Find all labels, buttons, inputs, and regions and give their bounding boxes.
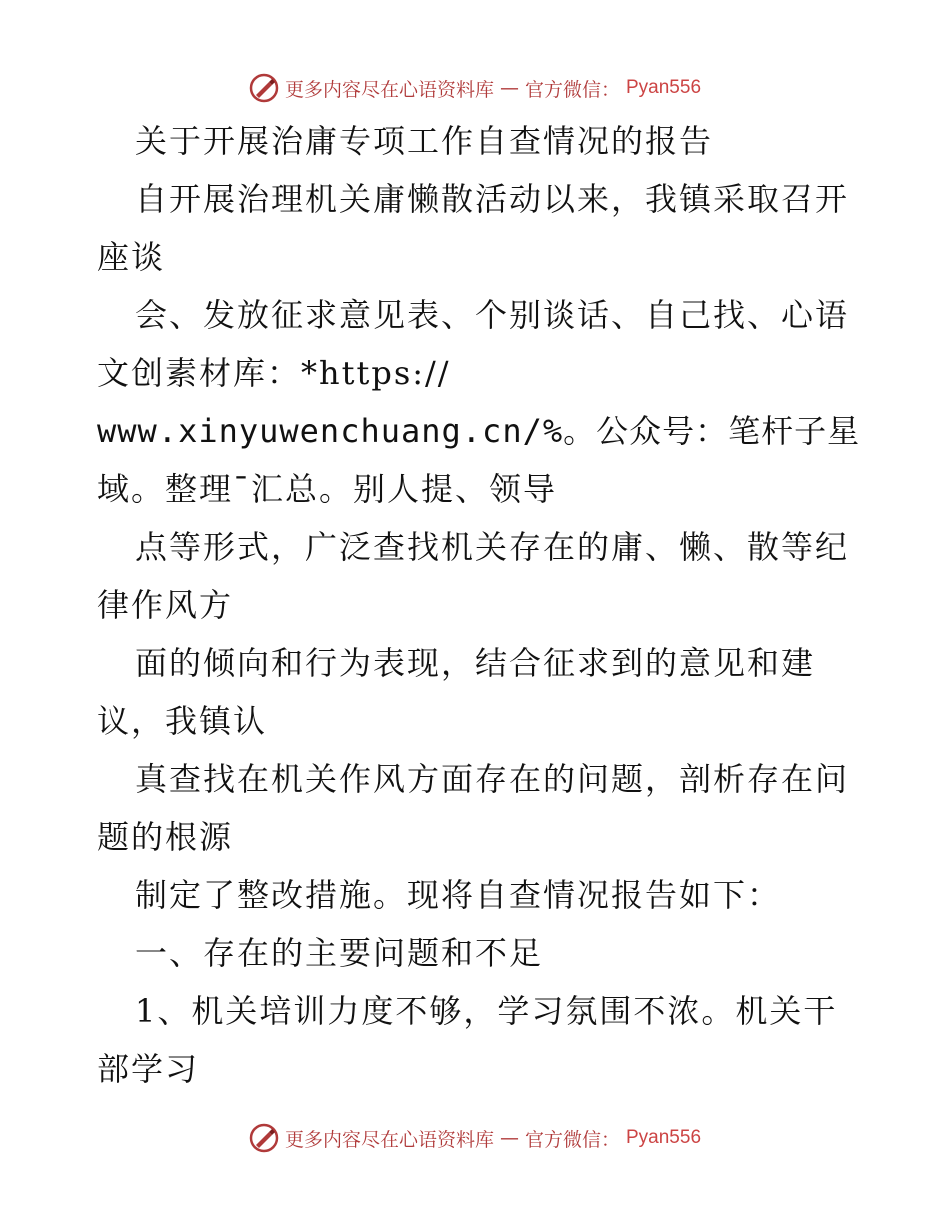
banner-wechat-label: 官方微信： [524,1128,620,1151]
paragraph-line: 文创素材库：*https:// [97,354,451,392]
header-banner [0,73,950,103]
paragraph-line: 座谈 [97,238,166,276]
banner-account: Pyan556 [626,1127,702,1148]
banner-dash: — [499,1127,519,1149]
banner-text: 更多内容尽在心语资料库 [284,1128,494,1151]
banner-dash: — [499,77,519,99]
paragraph-line: 题的根源 [97,818,234,856]
paragraph-line: 点等形式，广泛查找机关存在的庸、懒、散等纪 [135,528,850,566]
paragraph-line: 议，我镇认 [97,702,268,740]
banner-account: Pyan556 [626,77,702,98]
paragraph-line: www.xinyuwenchuang.cn/%。公众号：笔杆子星 [97,412,861,450]
paragraph-line: 1、机关培训力度不够，学习氛围不浓。机关干 [135,992,838,1030]
footer-banner [0,1123,950,1153]
paragraph-line: 制定了整改措施。现将自查情况报告如下： [135,876,782,914]
pen-logo-icon [249,1123,279,1153]
paragraph-line: 会、发放征求意见表、个别谈话、自己找、心语 [135,296,850,334]
paragraph-line: 律作风方 [97,586,234,624]
paragraph-line: 部学习 [97,1050,200,1088]
paragraph-line: 真查找在机关作风方面存在的问题，剖析存在问 [135,760,850,798]
document-body [97,122,861,1108]
document-title: 关于开展治庸专项工作自查情况的报告 [135,122,714,160]
banner-text: 更多内容尽在心语资料库 [284,78,494,101]
paragraph-line: 自开展治理机关庸懒散活动以来，我镇采取召开 [135,180,850,218]
paragraph-line: 域。整理¯汇总。别人提、领导 [97,470,558,508]
banner-wechat-label: 官方微信： [524,78,620,101]
pen-logo-icon [249,73,279,103]
section-heading: 一、存在的主要问题和不足 [135,934,544,972]
paragraph-line: 面的倾向和行为表现，结合征求到的意见和建 [135,644,816,682]
